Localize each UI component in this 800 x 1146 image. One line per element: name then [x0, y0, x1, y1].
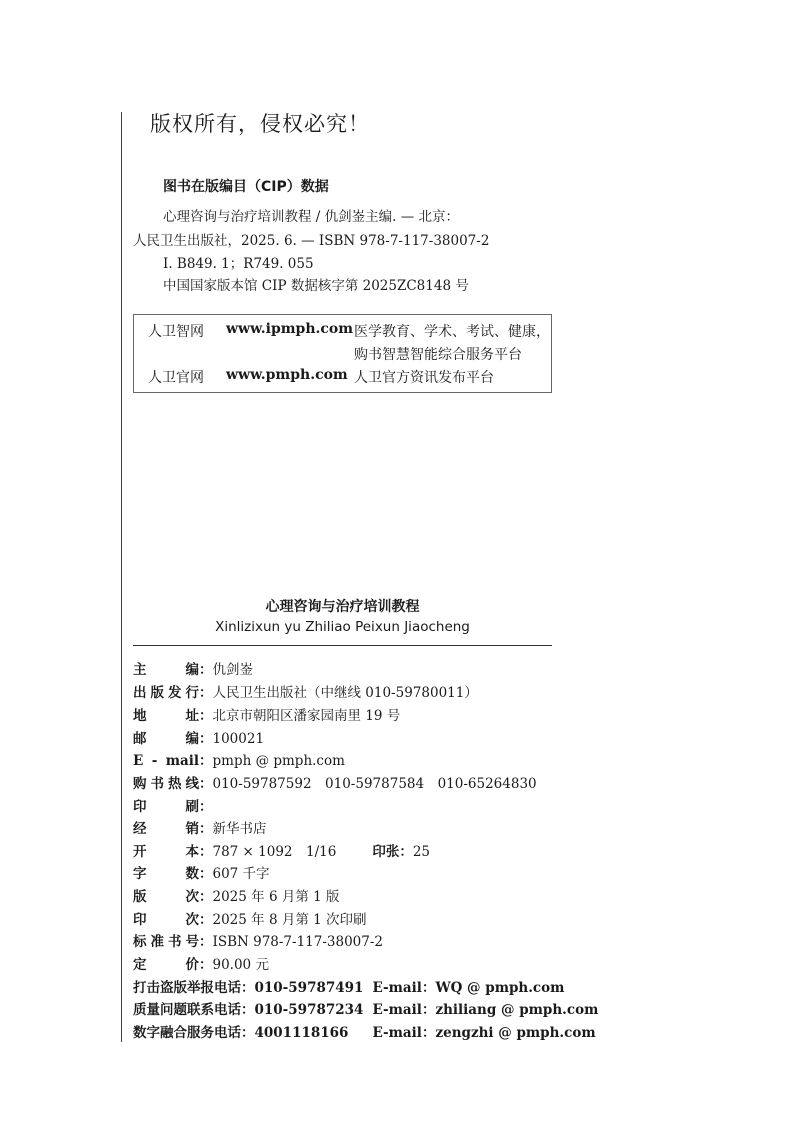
- contact-email[interactable]: WQ @ pmph.com: [435, 980, 565, 996]
- website-desc-pmph: 人卫官方资讯发布平台: [354, 370, 494, 386]
- book-title: 心理咨询与治疗培训教程: [265, 599, 420, 615]
- info-label: 购书热线: [133, 776, 199, 792]
- info-extra-label: 印张: [372, 844, 400, 860]
- website-desc-ipmph-1: 医学教育、学术、考试、健康，: [354, 324, 550, 340]
- divider: [133, 645, 552, 646]
- website-desc-ipmph-2: 购书智慧智能综合服务平台: [354, 347, 522, 363]
- info-value: ISBN 978-7-117-38007-2: [212, 934, 384, 950]
- info-value: 2025 年 8 月第 1 次印刷: [212, 912, 367, 928]
- cip-line-4: 中国国家版本馆 CIP 数据核字第 2025ZC8148 号: [163, 278, 469, 294]
- info-label: 标准书号: [133, 934, 199, 950]
- info-row-publisher: 出版发行：人民卫生出版社（中继线 010-59780011）: [133, 681, 478, 701]
- contact-label: 数字融合服务电话: [133, 1025, 241, 1041]
- info-extra-value: 25: [412, 844, 431, 860]
- info-value[interactable]: pmph @ pmph.com: [212, 753, 345, 769]
- info-label: 印 次: [133, 912, 199, 928]
- info-label: E - mail: [133, 753, 199, 769]
- info-label: 出版发行: [133, 685, 199, 701]
- contact-row-digital: 数字融合服务电话：4001118166 E-mail：zengzhi @ pmph.com: [133, 1021, 596, 1041]
- contact-row-piracy: 打击盗版举报电话：010-59787491 E-mail：WQ @ pmph.com: [133, 976, 564, 996]
- info-row-editor: 主 编：仇剑崟: [133, 658, 253, 678]
- info-value: 90.00 元: [212, 957, 269, 973]
- info-row-wordcount: 字 数：607 千字: [133, 862, 270, 882]
- websites-box: [133, 314, 552, 393]
- info-value: 607 千字: [212, 866, 270, 882]
- contact-label: 打击盗版举报电话: [133, 980, 241, 996]
- website-url-pmph[interactable]: www.pmph.com: [226, 367, 348, 383]
- cip-title: 图书在版编目（CIP）数据: [163, 179, 329, 195]
- info-value: 北京市朝阳区潘家园南里 19 号: [212, 708, 401, 724]
- contact-email[interactable]: zengzhi @ pmph.com: [435, 1025, 596, 1041]
- info-label: 开 本: [133, 844, 199, 860]
- contact-phone: 4001118166: [254, 1025, 349, 1041]
- cip-line-3: Ⅰ. B849. 1；R749. 055: [163, 256, 314, 272]
- info-row-address: 地 址：北京市朝阳区潘家园南里 19 号: [133, 704, 400, 724]
- info-row-hotline: 购书热线：010-59787592 010-59787584 010-65264830: [133, 772, 537, 792]
- info-value: 100021: [212, 731, 265, 747]
- margin-rule: [121, 112, 122, 1042]
- cip-line-2: 人民卫生出版社，2025. 6. — ISBN 978-7-117-38007-2: [133, 233, 490, 249]
- info-row-isbn: 标准书号：ISBN 978-7-117-38007-2: [133, 930, 383, 950]
- contact-email-label: E-mail: [372, 1025, 422, 1041]
- copyright-notice: 版权所有，侵权必究！: [150, 112, 370, 136]
- info-value: 010-59787592 010-59787584 010-65264830: [212, 776, 537, 792]
- contact-phone: 010-59787234: [254, 1002, 364, 1018]
- info-value: 新华书店: [212, 821, 267, 837]
- info-label: 邮 编: [133, 731, 199, 747]
- contact-row-quality: 质量问题联系电话：010-59787234 E-mail：zhiliang @ pmph.com: [133, 998, 598, 1018]
- website-url-ipmph[interactable]: www.ipmph.com: [226, 321, 354, 337]
- contact-email-label: E-mail: [372, 1002, 422, 1018]
- contact-email-label: E-mail: [372, 980, 422, 996]
- info-row-postcode: 邮 编：100021: [133, 727, 264, 747]
- info-row-edition: 版 次：2025 年 6 月第 1 版: [133, 885, 340, 905]
- info-row-email: E - mail：pmph @ pmph.com: [133, 753, 345, 769]
- website-name-ipmph: 人卫智网: [148, 324, 204, 340]
- info-value: 仇剑崟: [212, 662, 253, 678]
- contact-email[interactable]: zhiliang @ pmph.com: [435, 1002, 599, 1018]
- cip-line-1: 心理咨询与治疗培训教程 / 仇剑崟主编. — 北京：: [163, 209, 460, 225]
- info-value: 787 × 1092 1/16: [212, 844, 337, 860]
- info-row-price: 定 价：90.00 元: [133, 953, 269, 973]
- info-label: 印 刷: [133, 799, 199, 815]
- info-label: 主 编: [133, 662, 199, 678]
- info-label: 字 数: [133, 866, 199, 882]
- info-label: 地 址: [133, 708, 199, 724]
- info-label: 经 销: [133, 821, 199, 837]
- contact-phone: 010-59787491: [254, 980, 364, 996]
- info-value: 人民卫生出版社（中继线 010-59780011）: [212, 685, 478, 701]
- info-label: 定 价: [133, 957, 199, 973]
- website-name-pmph: 人卫官网: [148, 370, 204, 386]
- info-row-format: 开 本：787 × 1092 1/16 印张：25: [133, 840, 430, 860]
- info-row-distributor: 经 销：新华书店: [133, 817, 267, 837]
- book-pinyin-title: Xinlizixun yu Zhiliao Peixun Jiaocheng: [215, 619, 470, 635]
- info-label: 版 次: [133, 889, 199, 905]
- info-row-printer: 印 刷：: [133, 795, 213, 815]
- contact-label: 质量问题联系电话: [133, 1002, 241, 1018]
- info-value: 2025 年 6 月第 1 版: [212, 889, 340, 905]
- info-row-printing: 印 次：2025 年 8 月第 1 次印刷: [133, 908, 367, 928]
